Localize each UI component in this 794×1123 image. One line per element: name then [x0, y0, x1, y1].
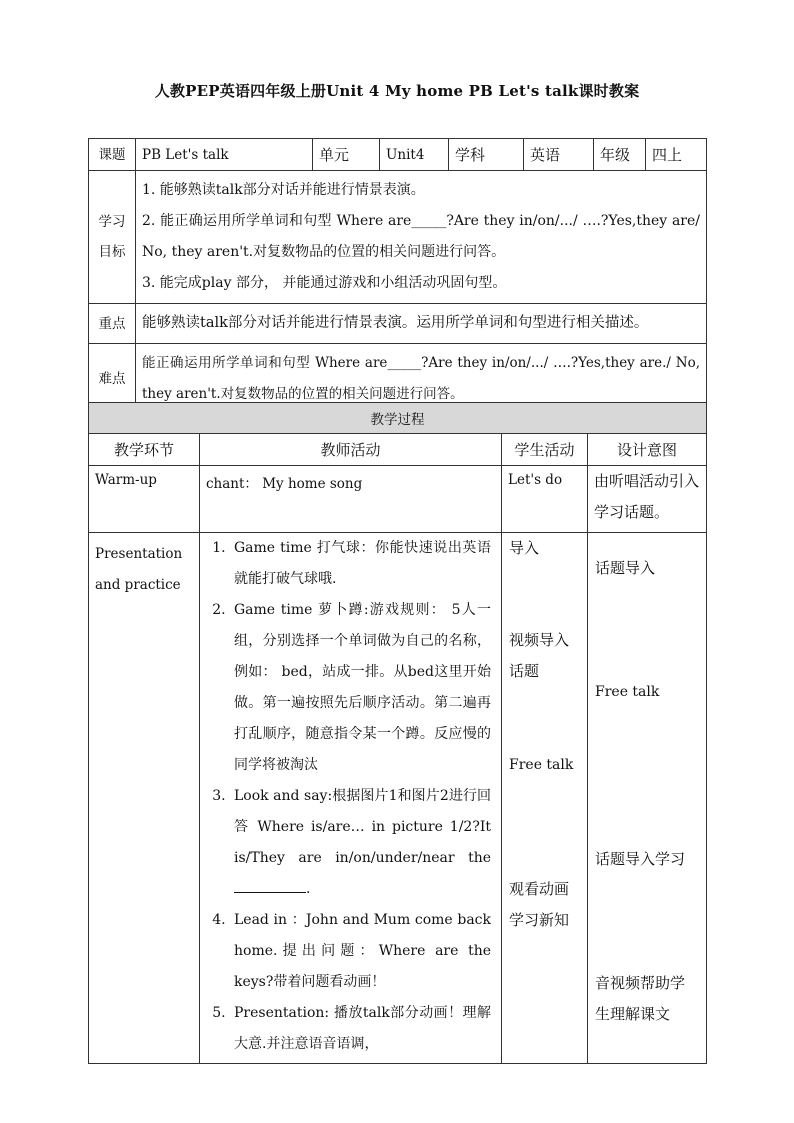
teacher-activity-item: 1. Game time 打气球：你能快速说出英语就能打破气球哦.: [230, 533, 491, 595]
header-teacher: 教师活动: [200, 434, 502, 466]
student-item: 学习新知: [509, 911, 570, 929]
difficulty-text: 能正确运用所学单词和句型 Where are_____?Are they in/on/.../ ….?Yes,they are./ No, they aren't.对复数物品的位置的相关问题进行问答。: [136, 344, 707, 415]
topic-label: 课题: [89, 139, 136, 171]
intent-item: 话题导入: [595, 559, 656, 577]
header-row: [89, 434, 707, 466]
lesson-info-table: [88, 138, 707, 415]
teacher-activity-list: [200, 533, 491, 1060]
student-item: 话题: [509, 662, 540, 680]
goals-label: [89, 171, 136, 304]
answer-blank: [234, 880, 306, 893]
teaching-process-table: [88, 402, 707, 1064]
student-item: Free talk: [509, 757, 574, 773]
grade-label: 年级: [594, 139, 646, 171]
presentation-intent: [588, 533, 707, 1064]
page-title: 人教PEP英语四年级上册Unit 4 My home PB Let's talk课时教案: [154, 82, 640, 100]
presentation-row: [89, 533, 707, 1064]
intent-item: Free talk: [595, 684, 660, 700]
subject-label: 学科: [449, 139, 524, 171]
intent-item: 音视频帮助学: [595, 974, 686, 992]
presentation-stage: [89, 533, 200, 1064]
info-row: [89, 139, 707, 171]
difficulty-label: 难点: [89, 344, 136, 415]
teacher-activity-item: 4. Lead in ：John and Mum come back home.提出问题：Where are the keys?带着问题看动画！: [230, 905, 491, 998]
focus-label: 重点: [89, 304, 136, 344]
goal-item: 3. 能完成play 部分， 并能通过游戏和小组活动巩固句型。: [142, 275, 507, 291]
warmup-teacher: chant： My home song: [200, 466, 502, 533]
warmup-stage: Warm-up: [89, 466, 200, 533]
student-item: 导入: [509, 539, 540, 557]
grade-value: 四上: [646, 139, 707, 171]
goals-content: [136, 171, 707, 304]
warmup-student: Let's do: [502, 466, 588, 533]
section-title: 教学过程: [89, 403, 707, 434]
header-intent: 设计意图: [588, 434, 707, 466]
goal-item: 2. 能正确运用所学单词和句型 Where are_____?Are they in/on/.../ ….?Yes,they are/ No, they aren't.对复数物品的位置的相关问题进行问答。: [142, 213, 700, 260]
teacher-activity-item: 3. Look and say:根据图片1和图片2进行回答 Where is/are… in picture 1/2?It is/They are in/on/under/near the .: [230, 781, 491, 905]
intent-item: 话题导入学习: [595, 850, 686, 868]
goals-label-bottom: 目标: [98, 244, 126, 260]
header-student: 学生活动: [502, 434, 588, 466]
teacher-activity-item: 5. Presentation: 播放talk部分动画！理解大意.并注意语音语调，: [230, 998, 491, 1060]
student-item: 观看动画: [509, 880, 570, 898]
unit-value: Unit4: [380, 139, 449, 171]
intent-item: 生理解课文: [595, 1005, 671, 1023]
goals-row: [89, 171, 707, 304]
warmup-row: [89, 466, 707, 533]
warmup-intent: 由听唱活动引入学习话题。: [588, 466, 707, 533]
focus-row: [89, 304, 707, 344]
student-item: 视频导入: [509, 631, 570, 649]
subject-value: 英语: [524, 139, 594, 171]
presentation-teacher: [200, 533, 502, 1064]
unit-label: 单元: [313, 139, 380, 171]
presentation-stage-line2: and practice: [95, 577, 181, 593]
presentation-stage-line1: Presentation: [95, 546, 183, 562]
goal-item: 1. 能够熟读talk部分对话并能进行情景表演。: [142, 182, 425, 198]
teacher-activity-text: Look and say:根据图片1和图片2进行回答 Where is/are… in picture 1/2?It is/They are in/on/under/near the: [234, 788, 491, 866]
presentation-student: [502, 533, 588, 1064]
header-stage: 教学环节: [89, 434, 200, 466]
teacher-activity-item: 2. Game time 萝卜蹲:游戏规则： 5人一组，分别选择一个单词做为自己的名称， 例如： bed，站成一排。从bed这里开始做。第一遍按照先后顺序活动。第二遍再打乱顺序，随意指令某一个蹲。反应慢的同学将被淘汰: [230, 595, 491, 781]
goals-label-top: 学习: [98, 214, 126, 230]
focus-text: 能够熟读talk部分对话并能进行情景表演。运用所学单词和句型进行相关描述。: [136, 304, 707, 344]
topic-value: PB Let's talk: [136, 139, 313, 171]
